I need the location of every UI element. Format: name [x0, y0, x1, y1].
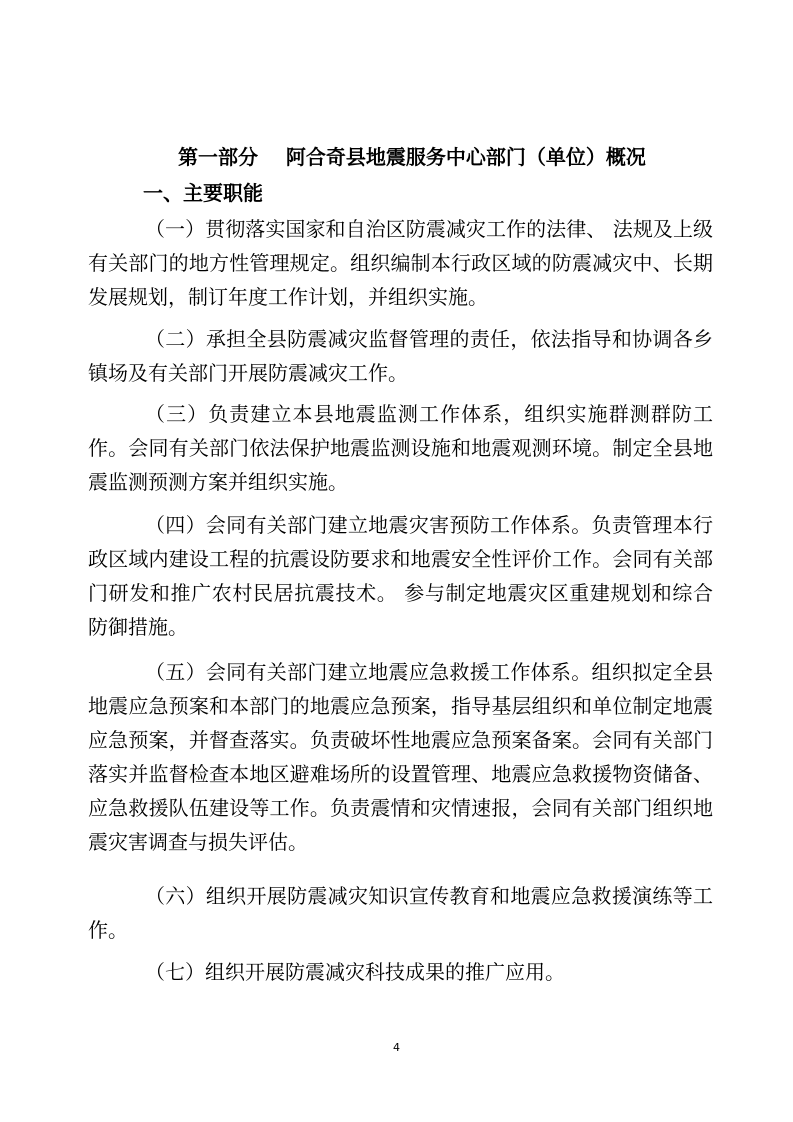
paragraph-6: （六）组织开展防震减灾知识宣传教育和地震应急救援演练等工作。 [88, 884, 713, 942]
section-heading: 一、主要职能 [143, 181, 263, 205]
page-number: 4 [393, 1041, 400, 1054]
paragraph-4: （四）会同有关部门建立地震灾害预防工作体系。负责管理本行政区域内建设工程的抗震设防要求和地震安全性评价工作。会同有关部门研发和推广农村民居抗震技术。 参与制定地震灾区重建规划和综合防御措施。 [88, 513, 713, 639]
paragraph-5: （五）会同有关部门建立地震应急救援工作体系。组织拟定全县地震应急预案和本部门的地震应急预案，指导基层组织和单位制定地震应急预案，并督查落实。负责破坏性地震应急预案备案。会同有关部门落实并监督检查本地区避难场所的设置管理、地震应急救援物资储备、应急救援队伍建设等工作。负责震情和灾情速报，会同有关部门组织地震灾害调查与损失评估。 [88, 660, 713, 854]
paragraph-7: （七）组织开展防震减灾科技成果的推广应用。 [145, 960, 565, 984]
page-title: 第一部分 阿合奇县地震服务中心部门（单位）概况 [178, 145, 646, 169]
paragraph-3: （三）负责建立本县地震监测工作体系，组织实施群测群防工作。会同有关部门依法保护地震监测设施和地震观测环境。制定全县地震监测预测方案并组织实施。 [88, 402, 713, 494]
paragraph-1: （一）贯彻落实国家和自治区防震减灾工作的法律、 法规及上级有关部门的地方性管理规定。组织编制本行政区域的防震减灾中、长期发展规划，制订年度工作计划，并组织实施。 [88, 217, 713, 309]
paragraph-2: （二）承担全县防震减灾监督管理的责任，依法指导和协调各乡镇场及有关部门开展防震减灾工作。 [88, 327, 713, 385]
